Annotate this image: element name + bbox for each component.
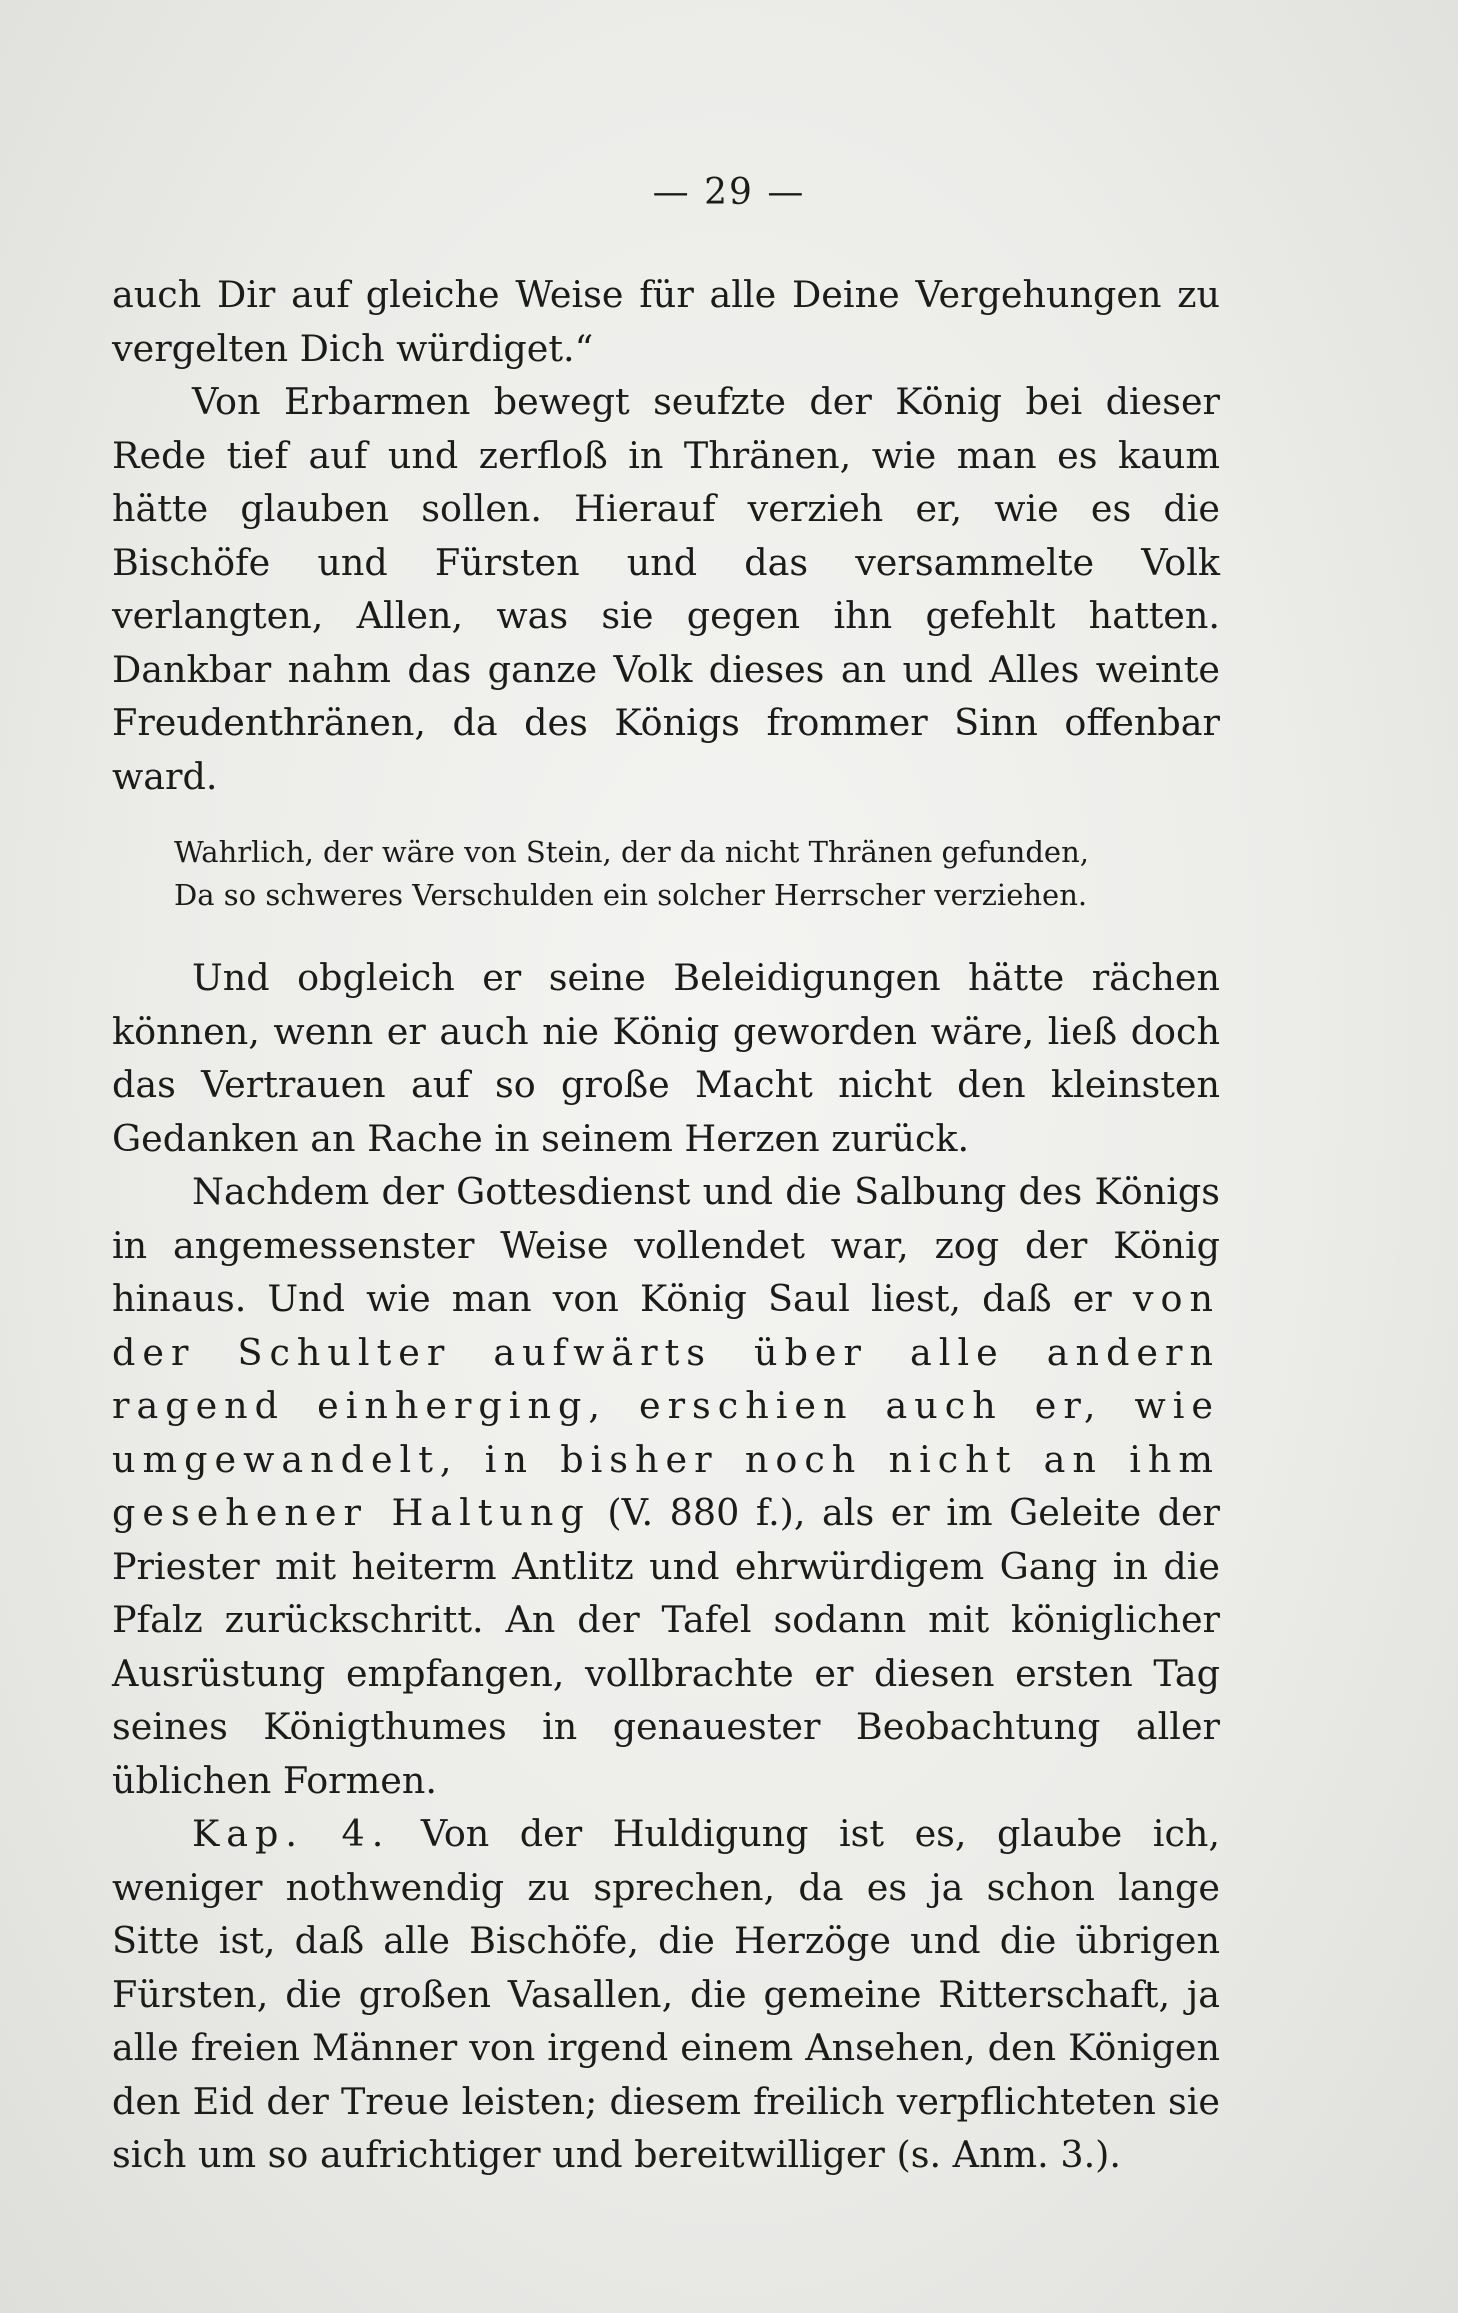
paragraph-5: [112, 1807, 1220, 2182]
body-text: [112, 268, 1220, 2182]
verse-quote: [174, 831, 1220, 917]
paragraph-4-spaced-text: von der Schulter aufwärts über alle andern ragend einherging, erschien auch er, wie umgewandelt, in bisher noch nicht an ihm gesehener Haltung: [112, 1277, 1220, 1534]
paragraph-5-text: Von der Huldigung ist es, glaube ich, weniger nothwendig zu sprechen, da es ja schon lange Sitte ist, daß alle Bischöfe, die Herzöge und die übrigen Fürsten, die großen Vasallen, die gemeine Ritterschaft, ja alle freien Männer von irgend einem Ansehen, den Königen den Eid der Treue leisten; diesem freilich verpflichteten sie sich um so aufrichtiger und bereitwilliger (s. Anm. 3.).: [112, 1812, 1220, 2176]
chapter-label: Kap. 4.: [192, 1812, 391, 1855]
page-number: — 29 —: [652, 172, 806, 213]
paragraph-3: Und obgleich er seine Beleidigungen hätte rächen können, wenn er auch nie König geworden wäre, ließ doch das Vertrauen auf so große Macht nicht den kleinsten Gedanken an Rache in seinem Herzen zurück.: [112, 956, 1220, 1160]
paragraph-4-start: Nachdem der Gottesdienst und die Salbung des Königs in angemessenster Weise vollendet war, zog der König hinaus. Und wie man von König Saul liest, daß er: [112, 1170, 1220, 1320]
paragraph-4: [112, 1165, 1220, 1807]
verse-line-2: Da so schweres Verschulden ein solcher Herrscher verziehen.: [174, 878, 1088, 912]
paragraph-2: Von Erbarmen bewegt seufzte der König bei dieser Rede tief auf und zerfloß in Thränen, wie man es kaum hätte glauben sollen. Hierauf verzieh er, wie es die Bischöfe und Fürsten und das versammelte Volk verlangten, Allen, was sie gegen ihn gefehlt hatten. Dankbar nahm das ganze Volk dieses an und Alles weinte Freudenthränen, da des Königs frommer Sinn offenbar ward.: [112, 380, 1220, 798]
paragraph-1: auch Dir auf gleiche Weise für alle Deine Vergehungen zu vergelten Dich würdiget.“: [112, 273, 1220, 370]
paragraph-4-end: (V. 880 f.), als er im Geleite der Priester mit heiterm Antlitz und ehrwürdigem Gang in die Pfalz zurückschritt. An der Tafel sodann mit königlicher Ausrüstung empfangen, vollbrachte er diesen ersten Tag seines Königthumes in genauester Beobachtung aller üblichen Formen.: [112, 1491, 1220, 1802]
verse-line-1: Wahrlich, der wäre von Stein, der da nicht Thränen gefunden,: [174, 835, 1089, 869]
